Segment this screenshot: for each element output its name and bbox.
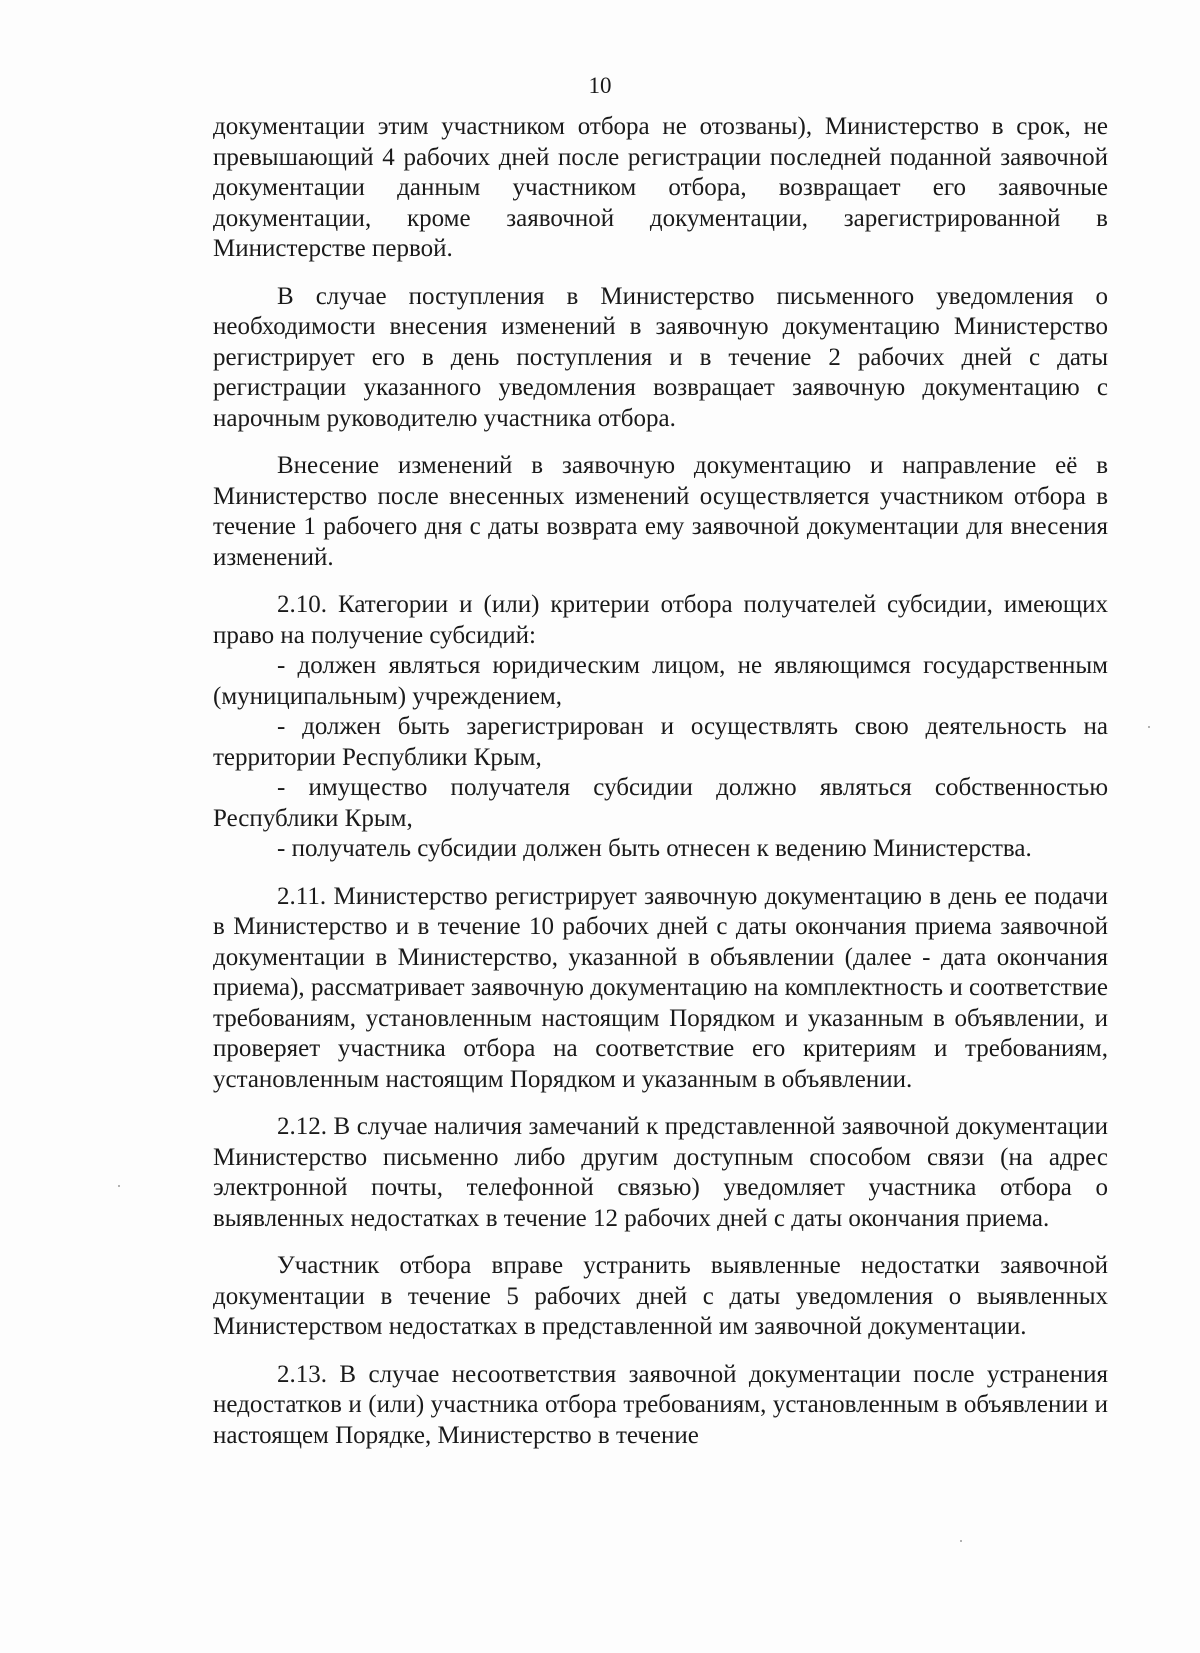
criteria-list-item: - должен быть зарегистрирован и осуществлять свою деятельность на территории Республики Крым, (213, 713, 1108, 771)
document-body (213, 112, 1108, 1468)
paragraph-section-2-11: 2.11. Министерство регистрирует заявочную документацию в день ее подачи в Министерство и в течение 10 рабочих дней с даты окончания приема заявочной документации в Министерство, указанной в объявлении (далее - дата окончания приема), рассматривает заявочную документацию на комплектность и соответствие требованиям, установленным настоящим Порядком и указанным в объявлении, и проверяет участника отбора на соответствие его критериям и требованиям, установленным настоящим Порядком и указанным в объявлении. (213, 882, 1108, 1093)
scan-speck (960, 1540, 962, 1542)
criteria-list-item: - имущество получателя субсидии должно являться собственностью Республики Крым, (213, 774, 1108, 832)
paragraph-changes-submission: Внесение изменений в заявочную документацию и направление её в Министерство после внесенных изменений осуществляется участником отбора в течение 1 рабочего дня с даты возврата ему заявочной документации для внесения изменений. (213, 452, 1108, 571)
paragraph-notification-changes: В случае поступления в Министерство письменного уведомления о необходимости внесения изменений в заявочную документацию Министерство регистрирует его в день поступления и в течение 2 рабочих дней с даты регистрации указанного уведомления возвращает заявочную документацию с нарочным руководителю участника отбора. (213, 282, 1108, 432)
paragraph-deficiency-correction: Участник отбора вправе устранить выявленные недостатки заявочной документации в течение 5 рабочих дней с даты уведомления о выявленных Министерством недостатках в представленной им заявочной документации. (213, 1252, 1108, 1340)
page-number: 10 (588, 73, 612, 98)
criteria-list-item: - должен являться юридическим лицом, не являющимся государственным (муниципальным) учреждением, (213, 652, 1108, 710)
scan-speck (1148, 726, 1150, 728)
scan-speck (118, 1185, 120, 1187)
paragraph-continuation: документации этим участником отбора не отозваны), Министерство в срок, не превышающий 4 рабочих дней после регистрации последней поданной заявочной документации данным участником отбора, возвращает его заявочные документации, кроме заявочной документации, зарегистрированной в Министерстве первой. (213, 113, 1108, 262)
paragraph-section-2-13: 2.13. В случае несоответствия заявочной документации после устранения недостатков и (или) участника отбора требованиям, установленным в объявлении и настоящем Порядке, Министерство в течение (213, 1360, 1108, 1449)
paragraph-section-2-10: 2.10. Категории и (или) критерии отбора получателей субсидии, имеющих право на получение субсидий: (213, 591, 1108, 649)
criteria-list-item: - получатель субсидии должен быть отнесен к ведению Министерства. (277, 835, 1032, 862)
paragraph-section-2-12: 2.12. В случае наличия замечаний к представленной заявочной документации Министерство письменно либо другим доступным способом связи (на адрес электронной почты, телефонной связью) уведомляет участника отбора о выявленных недостатках в течение 12 рабочих дней с даты окончания приема. (213, 1113, 1108, 1232)
